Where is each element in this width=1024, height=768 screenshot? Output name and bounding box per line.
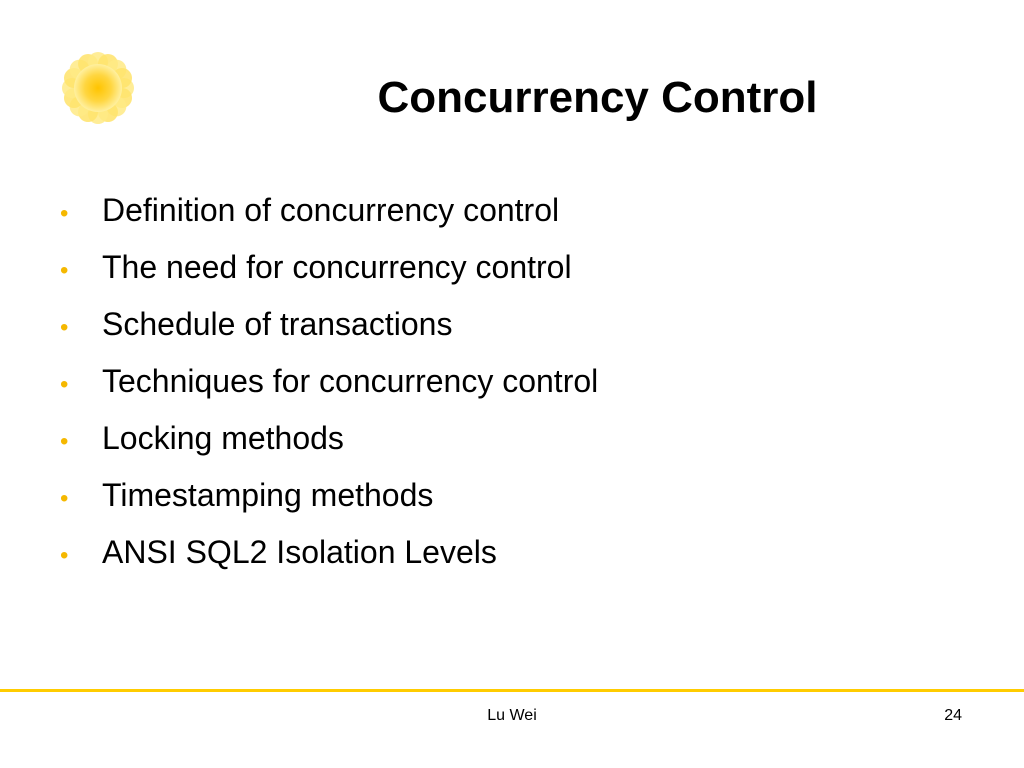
bullet-marker: • [60, 257, 69, 284]
bullet-item [58, 187, 598, 244]
bullet-marker: • [60, 371, 69, 398]
footer-author: Lu Wei [487, 707, 537, 724]
bullet-text: Locking methods [102, 420, 344, 456]
bullet-item [58, 415, 598, 472]
bullet-text: Techniques for concurrency control [102, 363, 599, 399]
bullet-text: Schedule of transactions [102, 306, 453, 342]
bullet-marker: • [60, 485, 69, 512]
bullet-item [58, 472, 598, 529]
bullet-marker: • [60, 314, 69, 341]
bullet-item [58, 301, 598, 358]
bullet-marker: • [60, 200, 69, 227]
bullet-item [58, 358, 598, 415]
footer-divider [0, 689, 1024, 692]
slide-title: Concurrency Control [377, 73, 818, 122]
bullet-text: ANSI SQL2 Isolation Levels [102, 534, 497, 570]
bullet-text: Timestamping methods [102, 477, 434, 513]
page-number: 24 [944, 707, 962, 724]
bullet-text: The need for concurrency control [102, 249, 572, 285]
bullet-marker: • [60, 428, 69, 455]
bullet-item [58, 244, 598, 301]
bullet-list [58, 187, 598, 586]
bullet-item [58, 529, 598, 586]
bullet-text: Definition of concurrency control [102, 192, 560, 228]
bullet-marker: • [60, 542, 69, 569]
